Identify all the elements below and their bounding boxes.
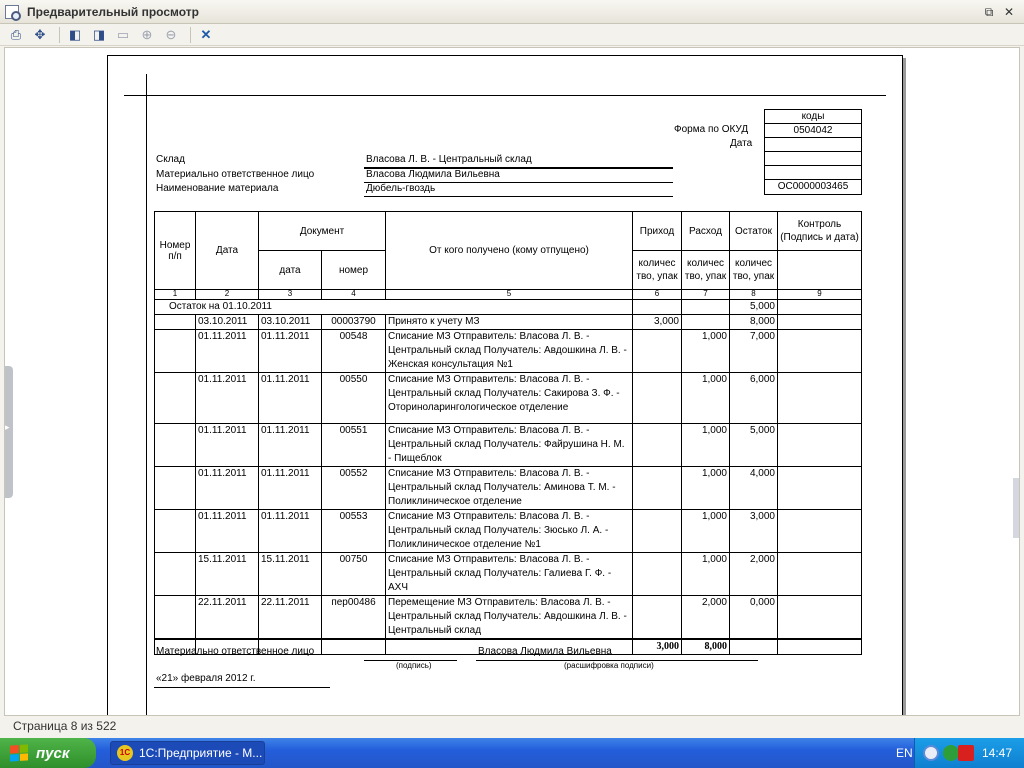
row-doc-number: 00552 [322,467,386,510]
row-doc-date: 01.11.2011 [259,467,322,510]
row-num [155,373,196,424]
taskbar-item-1c[interactable] [110,741,265,765]
col-header-control-empty [778,251,862,290]
side-panel-handle[interactable] [5,366,13,498]
column-index: 2 [196,290,259,300]
back-arrow-icon[interactable] [923,745,939,761]
start-label: пуск [36,744,70,762]
page-counter: Страница 8 из 522 [13,719,117,733]
status-bar [0,716,1024,736]
column-index: 6 [633,290,682,300]
row-date: 01.11.2011 [196,424,259,467]
row-balance: 3,000 [730,510,778,553]
row-balance: 5,000 [730,424,778,467]
row-doc-date: 15.11.2011 [259,553,322,596]
field-underline [364,196,673,197]
opening-income [633,300,682,315]
row-income [633,424,682,467]
row-expense: 1,000 [682,510,730,553]
codes-box [764,109,862,195]
footer-responsible-label: Материально ответственное лицо [156,646,315,657]
col-header-from-to: От кого получено (кому отпущено) [386,212,633,290]
app-1c-icon: 1С [117,745,133,761]
col-header-income: Приход [633,212,682,251]
row-doc-date: 03.10.2011 [259,315,322,330]
date-code [765,138,861,152]
row-expense: 1,000 [682,373,730,424]
table-row [155,315,862,330]
table-row [155,330,862,373]
decode-caption: (расшифровка подписи) [564,661,654,670]
preview-window-icon [5,5,19,19]
next-page-icon[interactable]: ◨ [92,26,106,42]
toolbar-separator [190,27,191,43]
material-value: Дюбель-гвоздь [366,183,436,194]
row-income [633,373,682,424]
row-control [778,467,862,510]
row-date: 22.11.2011 [196,596,259,640]
column-index: 7 [682,290,730,300]
row-date: 01.11.2011 [196,510,259,553]
col-header-doc-date: дата [259,251,322,290]
totals-income: 3,000 [633,639,682,655]
row-control [778,330,862,373]
window-title: Предварительный просмотр [27,4,199,19]
row-doc-date: 22.11.2011 [259,596,322,640]
row-description: Списание МЗ Отправитель: Власова Л. В. - Центральный склад Получатель: Сакирова З. Ф. - Оториноларингологическое отделение [386,373,633,424]
row-balance: 7,000 [730,330,778,373]
col-header-qty-balance: количес тво, упак [730,251,778,290]
totals-empty [322,639,386,655]
row-num [155,596,196,640]
row-control [778,510,862,553]
warehouse-value: Власова Л. В. - Центральный склад [366,154,532,165]
page-margin-line [146,74,147,716]
row-description: Списание МЗ Отправитель: Власова Л. В. - Центральный склад Получатель: Галиева Г. Ф. - АХЧ [386,553,633,596]
row-control [778,596,862,640]
column-index: 1 [155,290,196,300]
opening-balance-value: 5,000 [730,300,778,315]
page-margin-line [124,95,886,96]
row-income [633,510,682,553]
zoom-out-icon[interactable]: ⊖ [165,26,177,42]
row-description: Принято к учету МЗ [386,315,633,330]
vertical-scrollbar[interactable] [1013,478,1019,538]
row-income [633,330,682,373]
empty-code [765,152,861,166]
row-doc-date: 01.11.2011 [259,510,322,553]
row-balance: 4,000 [730,467,778,510]
row-date: 15.11.2011 [196,553,259,596]
row-expense: 1,000 [682,424,730,467]
row-expense: 1,000 [682,553,730,596]
row-num [155,553,196,596]
col-header-control: Контроль (Подпись и дата) [778,212,862,251]
footer-name-value: Власова Людмила Вильевна [478,646,612,657]
row-expense: 2,000 [682,596,730,640]
col-header-document: Документ [259,212,386,251]
row-num [155,330,196,373]
opening-expense [682,300,730,315]
row-description: Списание МЗ Отправитель: Власова Л. В. - Центральный склад Получатель: Файрушина Н. М. - Пищеблок [386,424,633,467]
col-header-expense: Расход [682,212,730,251]
row-balance: 0,000 [730,596,778,640]
empty-code [765,166,861,180]
col-header-balance: Остаток [730,212,778,251]
material-code: ОС0000003465 [777,181,849,192]
fit-page-icon[interactable]: ✥ [34,26,46,42]
row-date: 01.11.2011 [196,373,259,424]
opening-control [778,300,862,315]
zoom-in-icon[interactable]: ⊕ [141,26,153,42]
row-doc-number: 00550 [322,373,386,424]
windows-taskbar [0,738,1024,768]
row-date: 01.11.2011 [196,467,259,510]
totals-empty [778,639,862,655]
preview-toolbar [0,24,1024,46]
codes-header: коды [765,110,861,124]
row-doc-number: 00003790 [322,315,386,330]
kaspersky-icon[interactable] [958,745,974,761]
row-control [778,315,862,330]
row-doc-number: пер00486 [322,596,386,640]
row-control [778,553,862,596]
row-income: 3,000 [633,315,682,330]
row-balance: 8,000 [730,315,778,330]
start-button[interactable] [0,738,96,768]
col-header-date: Дата [196,212,259,290]
row-num [155,315,196,330]
okud-label: Форма по ОКУД [674,124,749,135]
row-control [778,373,862,424]
row-num [155,424,196,467]
row-doc-number: 00553 [322,510,386,553]
table-row [155,424,862,467]
column-index: 4 [322,290,386,300]
signature-caption: (подпись) [396,661,432,670]
toolbar-separator [59,27,60,43]
date-line [154,687,330,688]
row-doc-date: 01.11.2011 [259,330,322,373]
table-row [155,553,862,596]
totals-empty [730,639,778,655]
row-description: Списание МЗ Отправитель: Власова Л. В. - Центральный склад Получатель: Авдошкина Л. В. - Женская консультация №1 [386,330,633,373]
column-index: 9 [778,290,862,300]
row-expense: 1,000 [682,330,730,373]
close-button[interactable]: ✕ [1003,5,1015,19]
taskbar-item-label: 1С:Предприятие - М... [139,746,263,760]
row-date: 03.10.2011 [196,315,259,330]
clock[interactable]: 14:47 [981,746,1012,760]
table-row [155,510,862,553]
table-row [155,467,862,510]
row-expense [682,315,730,330]
row-control [778,424,862,467]
row-doc-number: 00750 [322,553,386,596]
row-description: Перемещение МЗ Отправитель: Власова Л. В. - Центральный склад Получатель: Авдошкина Л. В. - Центральный склад [386,596,633,640]
opening-balance-row [155,300,862,315]
row-income [633,553,682,596]
page-setup-icon[interactable]: ▭ [116,26,130,42]
windows-logo-icon [10,744,28,761]
footer-date: «21» февраля 2012 г. [156,673,256,684]
date-label: Дата [730,138,753,149]
row-date: 01.11.2011 [196,330,259,373]
column-index: 5 [386,290,633,300]
print-icon[interactable]: ⎙ [10,26,22,42]
opening-balance-label: Остаток на 01.10.2011 [155,300,633,315]
row-balance: 2,000 [730,553,778,596]
close-preview-icon[interactable]: ✕ [200,26,212,42]
row-income [633,596,682,640]
table-row [155,373,862,424]
row-description: Списание МЗ Отправитель: Власова Л. В. - Центральный склад Получатель: Зюсько Л. А. - Поликлиническое отделение №1 [386,510,633,553]
preview-area[interactable] [4,47,1020,716]
col-header-qty-expense: количес тво, упак [682,251,730,290]
row-expense: 1,000 [682,467,730,510]
language-indicator[interactable]: EN [896,746,913,760]
document-page [107,55,903,716]
column-index-row [155,290,862,300]
row-num [155,467,196,510]
table-row [155,596,862,640]
row-doc-date: 01.11.2011 [259,424,322,467]
col-header-qty-income: количес тво, упак [633,251,682,290]
responsible-label: Материально ответственное лицо [156,169,315,180]
row-description: Списание МЗ Отправитель: Власова Л. В. - Центральный склад Получатель: Аминова Т. М. - Поликлиническое отделение [386,467,633,510]
row-doc-number: 00548 [322,330,386,373]
previous-page-icon[interactable]: ◧ [68,26,82,42]
totals-expense: 8,000 [682,639,730,655]
row-balance: 6,000 [730,373,778,424]
col-header-num: Номер п/п [155,212,196,290]
responsible-value: Власова Людмила Вильевна [366,169,500,180]
row-num [155,510,196,553]
material-label: Наименование материала [156,183,279,194]
window-titlebar [0,0,1024,24]
col-header-doc-number: номер [322,251,386,290]
okud-code: 0504042 [765,124,861,138]
column-index: 8 [730,290,778,300]
column-index: 3 [259,290,322,300]
warehouse-label: Склад [156,154,185,165]
row-doc-number: 00551 [322,424,386,467]
row-doc-date: 01.11.2011 [259,373,322,424]
antivirus-icon[interactable] [943,745,959,761]
stock-card-table [154,211,862,655]
row-income [633,467,682,510]
restore-button[interactable]: ⧉ [984,5,994,19]
